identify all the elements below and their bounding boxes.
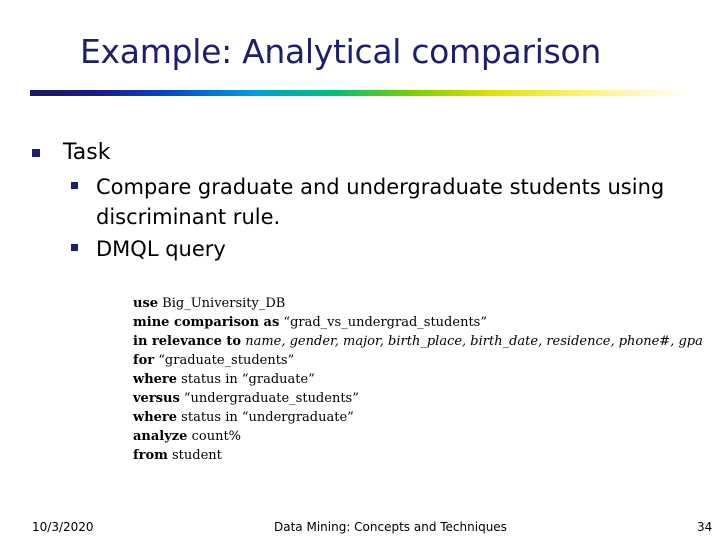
query-text: Big_University_DB: [158, 296, 286, 311]
sub-bullet-dmql: [71, 234, 676, 264]
sub-bullet-compare: [71, 172, 676, 232]
query-keyword: where: [133, 410, 178, 425]
query-line: [133, 427, 703, 446]
query-text: student: [167, 448, 222, 463]
query-text: “grad_vs_undergrad_students”: [279, 315, 487, 330]
query-line: [133, 294, 703, 313]
query-line: [133, 351, 703, 370]
query-keyword: from: [133, 448, 168, 463]
square-bullet-icon: [71, 244, 78, 251]
query-keyword: use: [133, 296, 159, 311]
square-bullet-icon: [32, 149, 40, 157]
query-keyword: analyze: [133, 429, 188, 444]
query-line: [133, 408, 703, 427]
sub-bullet-text: Compare graduate and undergraduate students using discriminant rule.: [96, 175, 665, 229]
footer-date: 10/3/2020: [32, 520, 94, 534]
page-number: 34: [697, 520, 713, 534]
query-text: name, gender, major, birth_place, birth_date, residence, phone#, gpa: [241, 334, 703, 349]
query-keyword: mine comparison as: [133, 315, 280, 330]
bullet-text: Task: [63, 140, 111, 165]
query-keyword: where: [133, 372, 178, 387]
query-text: status in “undergraduate”: [177, 410, 354, 425]
bullet-task: [32, 140, 110, 165]
footer-title: Data Mining: Concepts and Techniques: [274, 520, 507, 534]
query-line: [133, 370, 703, 389]
query-line: [133, 446, 703, 465]
title-gradient-rule: [30, 90, 690, 96]
query-line: [133, 389, 703, 408]
query-keyword: in relevance to: [133, 334, 242, 349]
query-keyword: for: [133, 353, 155, 368]
query-text: count%: [187, 429, 242, 444]
query-line: [133, 332, 703, 351]
query-line: [133, 313, 703, 332]
slide-title: Example: Analytical comparison: [80, 32, 601, 71]
query-text: “graduate_students”: [154, 353, 295, 368]
dmql-query-block: [133, 294, 703, 465]
query-keyword: versus: [133, 391, 180, 406]
sub-bullet-text: DMQL query: [96, 237, 226, 261]
query-text: status in “graduate”: [177, 372, 315, 387]
query-text: “undergraduate_students”: [179, 391, 359, 406]
square-bullet-icon: [71, 182, 78, 189]
